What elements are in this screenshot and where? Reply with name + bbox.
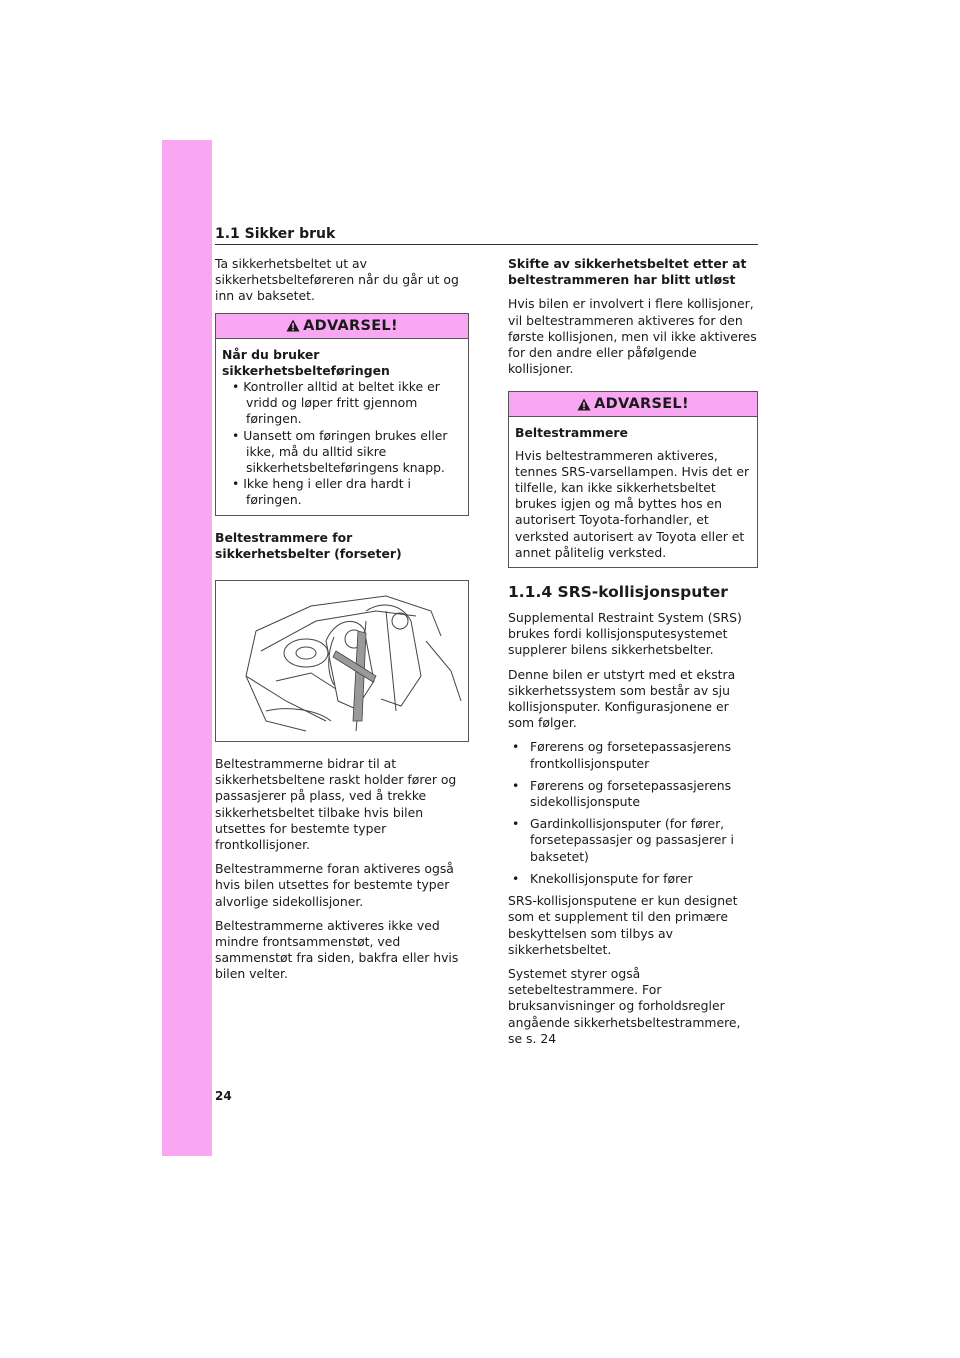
warning-body bbox=[216, 339, 468, 515]
airbag-list bbox=[508, 739, 758, 887]
warning-label: ADVARSEL! bbox=[594, 396, 689, 413]
header-rule bbox=[215, 244, 758, 245]
warning-body bbox=[509, 417, 757, 567]
list-item: • Førerens og forsetepassasjerens frontkollisjonsputer bbox=[508, 739, 758, 771]
list-item: • Knekollisjonspute for fører bbox=[508, 871, 758, 887]
seatbelt-pretensioner-drawing bbox=[216, 581, 468, 741]
right-column bbox=[508, 256, 758, 1055]
paragraph: Denne bilen er utstyrt med et ekstra sikkerhetssystem som består av sju kollisjonsputer. Konfigurasjonene er som følger. bbox=[508, 666, 736, 731]
srs-section-title: 1.1.4 SRS-kollisjonsputer bbox=[508, 583, 728, 602]
pretensioner-subheading: Beltestrammere for sikkerhetsbelter (forseter) bbox=[215, 529, 402, 561]
paragraph: Hvis bilen er involvert i flere kollisjoner, vil beltestrammeren aktiveres for den første kollisjonen, men vil ikke aktiveres for den andre eller påfølgende kollisjoner. bbox=[508, 296, 757, 377]
paragraph: Beltestrammerne aktiveres ikke ved mindre frontsammenstøt, ved sammenstøt fra siden, bakfra eller hvis bilen velter. bbox=[215, 917, 459, 982]
page-number: 24 bbox=[215, 1089, 232, 1103]
warning-text: Hvis beltestrammeren aktiveres, tennes SRS-varsellampen. Hvis det er tilfelle, kan ikke sikkerhetsbeltet brukes igjen og må byttes hos en autorisert Toyota-forhandler, et verksted autorisert av Toyota eller et annet pålitelig verksted. bbox=[515, 447, 750, 560]
list-item: • Gardinkollisjonsputer (for fører, forsetepassasjer og passasjerer i baksetet) bbox=[508, 816, 758, 865]
warning-title: Når du bruker sikkerhetsbelteføringen bbox=[222, 346, 390, 378]
warning-triangle-icon bbox=[286, 319, 300, 332]
left-column bbox=[215, 256, 469, 991]
warning-header bbox=[509, 392, 757, 417]
list-item: • Kontroller alltid at beltet ikke er vridd og løper fritt gjennom føringen. bbox=[232, 379, 440, 427]
warning-box-belt-guide bbox=[215, 313, 469, 516]
list-item: • Ikke heng i eller dra hardt i føringen. bbox=[232, 476, 411, 508]
list-item: • Førerens og forsetepassasjerens sidekollisjonspute bbox=[508, 778, 758, 810]
car-interior-illustration bbox=[215, 580, 469, 742]
warning-title: Beltestrammere bbox=[515, 425, 628, 441]
paragraph: Beltestrammerne foran aktiveres også hvis bilen utsettes for bestemte typer alvorlige sidekollisjoner. bbox=[215, 861, 454, 909]
warning-label: ADVARSEL! bbox=[303, 317, 398, 334]
paragraph: Beltestrammerne bidrar til at sikkerhetsbeltene raskt holder fører og passasjerer på plass, ved å trekke sikkerhetsbeltet tilbake hvis bilen utsettes for bestemte typer frontkollisjoner. bbox=[215, 756, 457, 853]
page-header bbox=[215, 226, 758, 245]
paragraph: SRS-kollisjonsputene er kun designet som et supplement til den primære beskyttelsen som tilbys av sikkerhetsbeltet. bbox=[508, 893, 738, 957]
section-header-title: 1.1 Sikker bruk bbox=[215, 226, 336, 242]
side-color-strip bbox=[162, 140, 212, 1156]
warning-box-pretensioner bbox=[508, 391, 758, 568]
warning-header bbox=[216, 314, 468, 339]
paragraph: Supplemental Restraint System (SRS) brukes fordi kollisjonsputesystemet supplerer bilens sikkerhetsbelter. bbox=[508, 610, 742, 658]
replacement-subheading: Skifte av sikkerhetsbeltet etter at beltestrammeren har blitt utløst bbox=[508, 256, 747, 288]
list-item: • Uansett om føringen brukes eller ikke, må du alltid sikre sikkerhetsbelteføringens knapp. bbox=[232, 427, 448, 476]
paragraph: Systemet styrer også setebeltestrammere. For bruksanvisninger og forholdsregler angående sikkerhetsbeltestrammere, se s. 24 bbox=[508, 965, 741, 1046]
warning-triangle-icon bbox=[577, 398, 591, 411]
warning-list bbox=[222, 379, 462, 509]
intro-paragraph: Ta sikkerhetsbeltet ut av sikkerhetsbelteføreren når du går ut og inn av baksetet. bbox=[215, 256, 459, 304]
